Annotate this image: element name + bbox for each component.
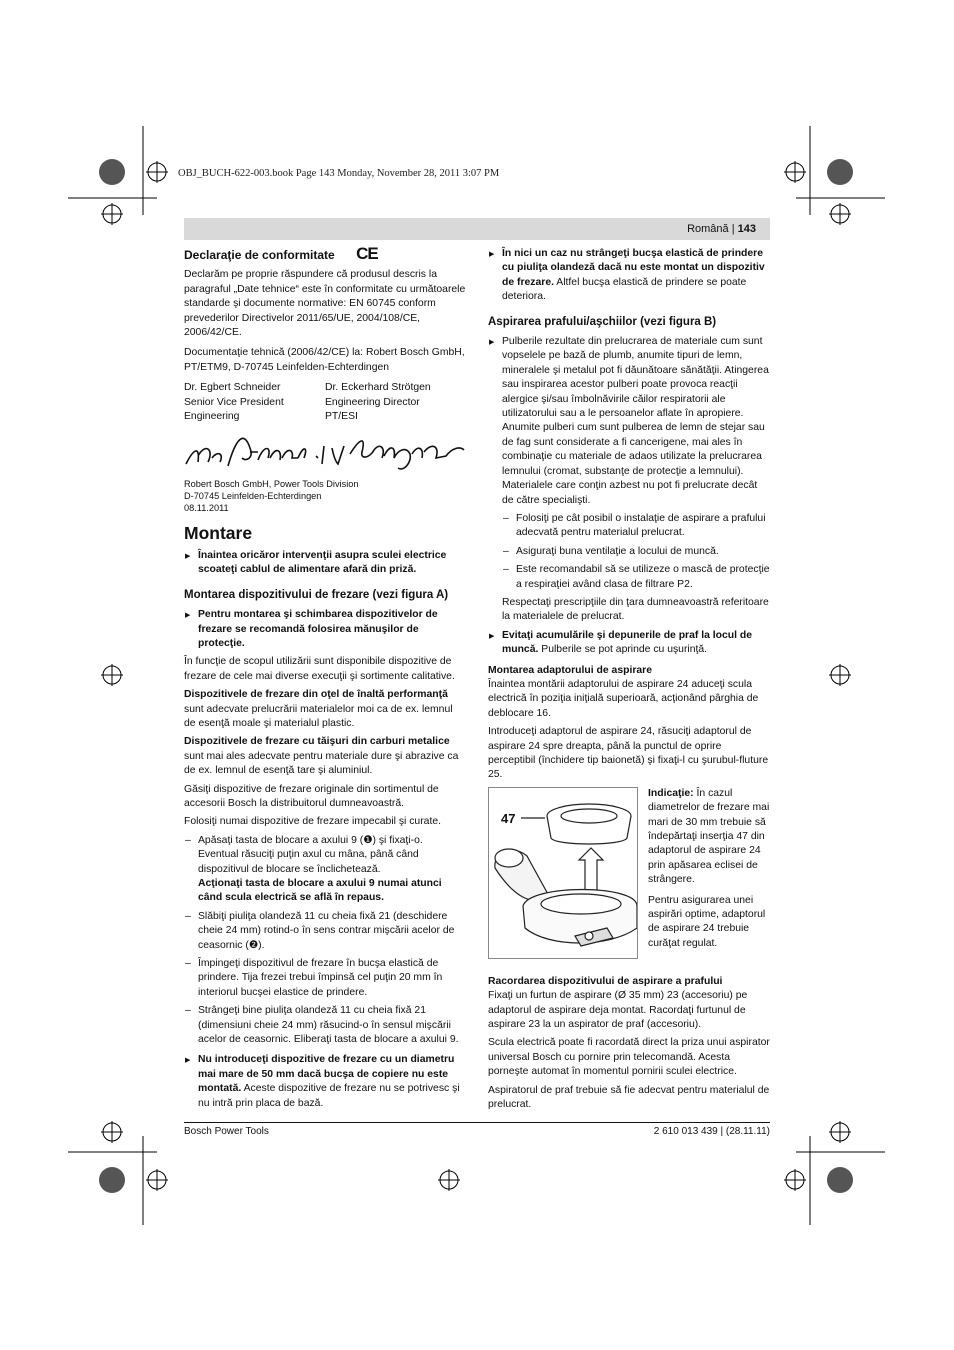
section-title: Montare [184,523,253,544]
paragraph: Înaintea montării adaptorului de aspirare 24 aduceţi scula electrică în poziţia iniţială superioară, acţionând pârghia de deblocare 16. [488,678,759,719]
signatory-role: PT/ESI [325,411,358,423]
subsection-heading: Montarea dispozitivului de frezare (vezi figura A) [184,588,449,601]
bold-label: Racordarea dispozitivului de aspirare a prafului [488,975,723,987]
left-column [184,244,466,1115]
print-slug: OBJ_BUCH-622-003.book Page 143 Monday, November 28, 2011 3:07 PM [178,168,500,179]
bold-label: Dispozitivele de frezare din oţel de înaltă performanţă [184,689,448,701]
page-number: 143 [737,223,756,235]
footer-rule [184,1122,770,1123]
paragraph: Folosiţi numai dispozitive de frezare impecabil şi curate. [184,816,441,828]
company-line: Robert Bosch GmbH, Power Tools Division [184,479,359,490]
step-item: – Slăbiţi piuliţa olandeză 11 cu cheia fixă 21 (deschidere cheie 24 mm) rotind-o în sens contrar mişcării acelor de ceasornic (❷). [184,910,466,953]
signatory-role: Engineering Director [325,396,420,408]
signatory-block [184,381,466,424]
warning-bullet: ▶ În nici un caz nu strângeţi bucşa elastică de prindere cu piuliţa olandeză dacă nu este montat un dispozitiv de frezare. Altfel bucşa elastică de prindere se poate deteriora. [488,247,770,305]
paragraph: În funcţie de scopul utilizării sunt disponibile dispozitive de frezare de cele mai diverse execuţii şi sortimente calitative. [184,656,455,682]
handwritten-signatures [184,428,466,474]
signatory-name: Dr. Egbert Schneider [184,382,281,394]
signatory-name: Dr. Eckerhard Strötgen [325,382,431,394]
step-item: – Strângeţi bine piuliţa olandeză 11 cu cheia fixă 21 (dimensiuni cheie 24 mm) răsucind-o în sensul mişcării acelor de ceasornic. Eliberaţi tasta de blocare a axului 9. [184,1004,466,1047]
note-paragraph: Pentru asigurarea unei aspirări optime, adaptorul de aspirare 24 trebuie curăţat regulat. [648,894,766,949]
paragraph: Respectaţi prescripţiile din ţara dumneavoastră referitoare la materialele de prelucrat. [502,596,769,623]
list-item: – Este recomandabil să se utilizeze o mască de protecţie a respiraţiei având clasa de filtrare P2. [502,563,770,592]
warning-bullet: ▶ Nu introduceţi dispozitive de frezare cu un diametru mai mare de 50 mm dacă bucşa de copiere nu este montată. Aceste dispozitive de frezare nu se potrivesc şi nu intră prin placa de bază. [184,1053,466,1111]
figure-callout: 47 [501,810,516,826]
bold-label: Dispozitivele de frezare cu tăişuri din carburi metalice [184,736,450,748]
paragraph: Anumite pulberi cum sunt pulberea de lemn de stejar sau de fag sunt considerate a fi cancerigene, mai ales în combinaţie cu materiale de adaos utilizate la prelucrarea lemnului (cromat, substanţe de protecţie a lemnului). Materialele care conţin azbest nu pot fi prelucrate decât de către specialişti. [502,422,765,506]
suction-adapter-drawing [489,788,637,958]
paragraph: sunt mai ales adecvate pentru materiale dure şi abrazive ca de ex. lemnul de esenţă tare şi aluminiul. [184,750,459,777]
signatory-role: Senior Vice President [184,396,284,408]
company-line: 08.11.2011 [184,503,229,514]
page-header: Română | 143 [687,223,756,235]
signatory-role: Engineering [184,411,240,423]
company-line: D-70745 Leinfelden-Echterdingen [184,491,322,502]
header-language: Română [687,223,729,235]
paragraph: Aspiratorul de praf trebuie să fie adecvat pentru materialul de prelucrat. [488,1084,770,1111]
ce-mark: CE [356,244,378,263]
paragraph: Scula electrică poate fi racordată direct la priza unui aspirator universal Bosch cu pornire prin telecomandă. Acesta porneşte automat în momentul pornirii sculei electrice. [488,1037,770,1078]
note-paragraph: Indicaţie: În cazul diametrelor de frezare mai mari de 30 mm trebuie să îndepărtaţi inserţia 47 din adaptorul de aspirare 24 prin apăsarea eclisei de strângere. [648,787,770,886]
list-item: – Asiguraţi buna ventilaţie a locului de muncă. [502,545,770,559]
footer-right: 2 610 013 439 | (28.11.11) [653,1126,770,1137]
paragraph: Fixaţi un furtun de aspirare (Ø 35 mm) 23 (accesoriu) pe adaptorul de aspirare deja montat. Racordaţi furtunul de aspirare 23 la un aspirator de praf (accesoriu). [488,990,748,1031]
right-column [488,247,770,1116]
warning-bullet: ▶ Pentru montarea şi schimbarea dispozitivelor de frezare se recomandă folosirea mănuşilor de protecţie. [184,608,466,651]
paragraph: Documentaţie tehnică (2006/42/CE) la: Robert Bosch GmbH, PT/ETM9, D-70745 Leinfelden-Echterdingen [184,347,465,373]
paragraph: Introduceţi adaptorul de aspirare 24, răsuciţi adaptorul de aspirare 24 spre dreapta, până la punctul de oprire perceptibil (închidere tip baionetă) şi fixaţi-l cu şurubul-fluture 25. [488,726,769,781]
paragraph: sunt adecvate prelucrării materialelor moi ca de ex. lemnul de esenţă moale şi materialul plastic. [184,703,453,729]
step-item: – Apăsaţi tasta de blocare a axului 9 (❶) şi fixaţi-o. Eventual răsuciţi puţin axul cu mâna, până când dispozitivul de blocare se înclichetează. Acţionaţi tasta de blocare a axului 9 numai atunci când scula electrică se află în repaus. [184,834,466,906]
step-item: – Împingeţi dispozitivul de frezare în bucşa elastică de prindere. Tija frezei trebui împinsă cel puţin 20 mm în interiorul bucşei elastice de prindere. [184,957,466,1000]
section-heading: Declaraţie de conformitate CE [184,244,378,263]
list-item: – Folosiţi pe cât posibil o instalaţie de aspirare a prafului adecvată pentru materialul prelucrat. [502,512,770,541]
warning-bullet: ▶ Pulberile rezultate din prelucrarea de materiale cum sunt vopselele pe bază de plumb, anumite tipuri de lemn, mineralele şi metalul pot fi dăunătoare sănătăţii. Atingerea sau inspirarea acestor pulberi poate provoca reacţii alergice şi/sau îmbolnăvirile căilor respiratorii ale utilizatorului sau a le persoanelor aflate în apropiere. [488,335,770,421]
warning-bullet: ▶ Evitaţi acumulările şi depunerile de praf la locul de muncă. Pulberile se pot aprinde cu uşurinţă. [488,629,770,658]
bold-label: Montarea adaptorului de aspirare [488,664,652,676]
paragraph: Găsiţi dispozitive de frezare originale din sortimentul de accesorii Bosch la distribuitorul dumneavoastră. [184,783,439,809]
paragraph: Declarăm pe proprie răspundere că produsul descris la paragraful „Date tehnice“ este în conformitate cu următoarele standarde şi documente normative: EN 60745 conform prevederilor Directivelor 2011/65/UE, 2004/108/CE, 2006/42/CE. [184,269,466,339]
subsection-heading: Aspirarea prafului/aşchiilor (vezi figura B) [488,315,717,328]
header-bar [184,218,770,240]
warning-bullet: ▶ Înaintea oricăror intervenţii asupra sculei electrice scoateţi cablul de alimentare afară din priză. [184,549,466,578]
footer-left: Bosch Power Tools [184,1126,269,1137]
figure-suction-adapter [488,787,638,959]
